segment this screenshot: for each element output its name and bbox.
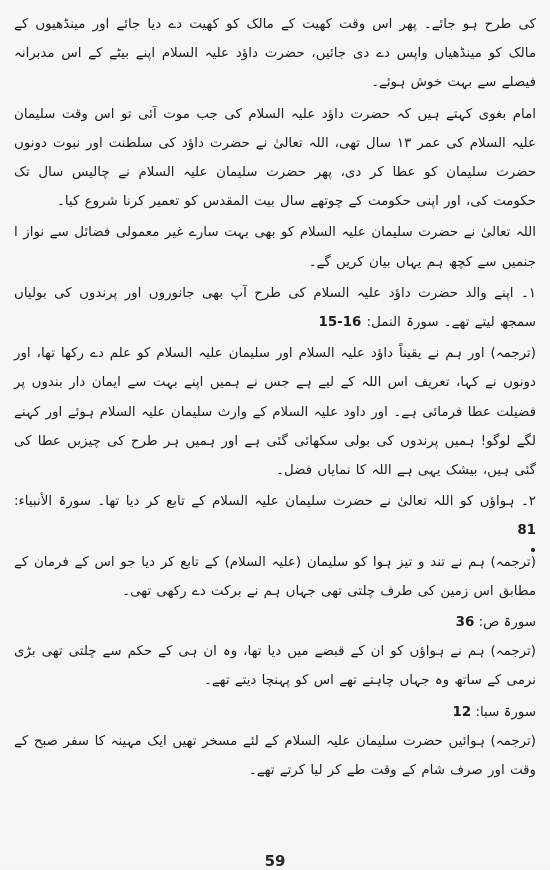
paragraph-judgment-conclusion: کی طرح ہو جائے۔ پھر اس وقت کھیت کے مالک کو کھیت دے دیا جائے اور مینڈھیوں کے مالک کو مینڈھیاں واپس دے دی جائیں، حضرت داؤد علیہ السلام اپنے بیٹے کے اس مدبرانہ فیصلے سے بہت خوش ہوئے۔	[14, 17, 536, 91]
paragraph-translation-anbiya: (ترجمہ) ہم نے تند و تیز ہوا کو سلیمان (علیہ السلام) کے تابع کر دیا جو اس کے فرمان کے مطابق اس زمین کی طرف چلتی تھی جہاں ہم نے برکت دے رکھی تھی۔	[14, 554, 536, 599]
surah-sad-ref: 36	[455, 615, 475, 631]
point-1-text: ۱۔ اپنے والد حضرت داؤد علیہ السلام کی طرح آپ بھی جانوروں اور پرندوں کی بولیاں سمجھ لیتے تھے۔ سورۃ النمل:	[14, 285, 536, 331]
paragraph-point-1-birds-language	[14, 279, 536, 337]
surah-sad-label: سورۃ ص:	[478, 615, 536, 631]
paragraph-point-2-winds	[14, 487, 536, 545]
surah-saba-ref: 12	[452, 704, 472, 720]
surah-saba-heading	[14, 698, 536, 727]
point-2-text: ۲۔ ہواؤں کو اللہ تعالیٰ نے حضرت سلیمان علیہ السلام کے تابع کر دیا تھا۔ سورۃ الأنبیاء:	[14, 494, 536, 510]
paragraph-translation-sad: (ترجمہ) ہم نے ہواؤں کو ان کے قبضے میں دیا تھا، وہ ان ہی کے حکم سے چلتی تھی بڑی نرمی کے ساتھ وہ جہاں چاہتے تھے اس کو پہنچا دیتے تھے۔	[14, 644, 536, 689]
surah-anbiya-ref: 81	[517, 523, 536, 539]
surah-naml-ref: 15-16	[318, 315, 362, 331]
paragraph-translation-saba: (ترجمہ) ہوائیں حضرت سلیمان علیہ السلام کے لئے مسخر تھیں ایک مہینہ کا سفر صبح کے وقت اور صرف شام کے وقت طے کر لیا کرتے تھے۔	[14, 733, 536, 779]
surah-sad-heading	[14, 608, 536, 637]
paragraph-translation-naml: (ترجمہ) اور ہم نے یقیناً داؤد علیہ السلام اور سلیمان علیہ السلام کو علم دے رکھا تھا، اور دونوں نے کہا، تعریف اس اللہ کے لیے ہے جس نے ہمیں اپنے بہت سے ایمان دار بندوں پر فضیلت عطا فرمائی ہے۔ اور داود علیہ السلام کے وارث سلیمان علیہ السلام ہوئے اور کہنے لگے لوگو! ہمیں پرندوں کی بولی سکھائی گئی ہے اور ہمیں ہر طرح کی چیزیں عطا کی گئی ہیں، بیشک یہی ہے اللہ کا نمایاں فضل۔	[14, 346, 536, 479]
page-content	[14, 10, 536, 787]
surah-saba-label: سورۃ سبا:	[475, 704, 536, 720]
page-number: 59	[264, 852, 286, 870]
paragraph-virtues-intro: اللہ تعالیٰ نے حضرت سلیمان علیہ السلام کو بھی بہت سارے غیر معمولی فضائل سے نواز ا جنمیں سے کچھ ہم یہاں بیان کریں گے۔	[14, 225, 536, 270]
margin-dot	[531, 548, 535, 552]
paragraph-imam-baghawi: امام بغوی کہتے ہیں کہ حضرت داؤد علیہ السلام کی جب موت آئی تو اس وقت سلیمان علیہ السلام کی عمر ۱۳ سال تھی، اللہ تعالیٰ نے حضرت داؤد کی سلطنت اور نبوت دونوں حضرت سلیمان کو عطا کر دی، پھر حضرت سلیمان علیہ السلام نے چالیس سال تک حکومت کی، اور اپنی حکومت کے چوتھے سال بیت المقدس کو تعمیر کرنا شروع کیا۔	[14, 106, 536, 210]
